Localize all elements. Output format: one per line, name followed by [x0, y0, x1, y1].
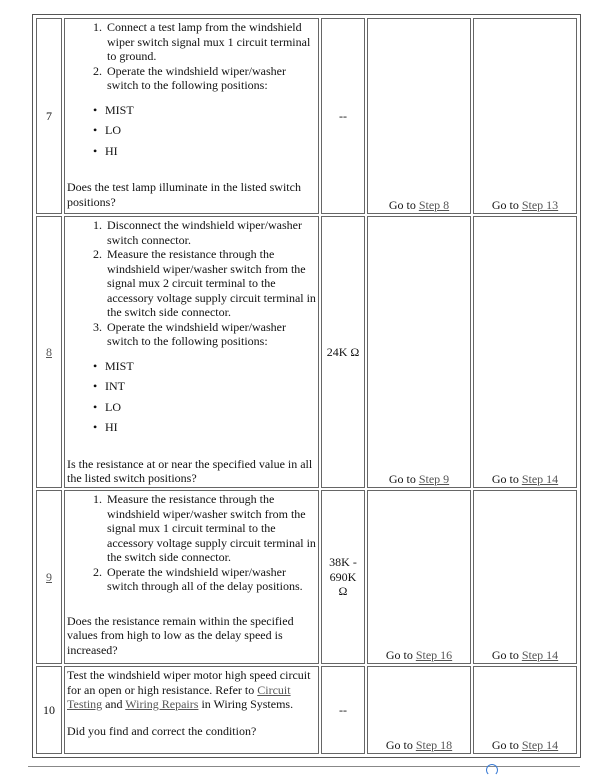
- action-cell: [64, 666, 319, 754]
- position-item: • LO: [105, 123, 316, 138]
- action-list: [67, 20, 316, 93]
- position-item: • LO: [105, 400, 316, 415]
- yes-cell: Go to Step 16: [367, 490, 471, 664]
- action-item: 2. Operate the windshield wiper/washer switch to the following positions:: [105, 64, 316, 93]
- position-item: • HI: [105, 420, 316, 435]
- value-cell: 38K - 690K Ω: [321, 490, 365, 664]
- position-item: • INT: [105, 379, 316, 394]
- action-item: 1. Disconnect the windshield wiper/washer switch connector.: [105, 218, 316, 247]
- instruction-text: Test the windshield wiper motor high speed circuit for an open or high resistance. Refer to Circuit Testing and Wiring Repairs in Wiring Systems.: [67, 668, 311, 711]
- action-cell: [64, 490, 319, 664]
- table-row: [36, 216, 577, 488]
- table-row: [36, 490, 577, 664]
- yes-cell: Go to Step 9: [367, 216, 471, 488]
- yes-cell: Go to Step 18: [367, 666, 471, 754]
- no-cell: Go to Step 14: [473, 490, 577, 664]
- position-list: [67, 359, 316, 435]
- step-link[interactable]: Step 14: [521, 471, 559, 486]
- action-item: 2. Measure the resistance through the windshield wiper/washer switch from the signal mux 2 circuit terminal to the accessory voltage supply circuit terminal in the switch side connector.: [105, 247, 316, 320]
- scroll-indicator-icon[interactable]: [486, 764, 498, 776]
- question-text: Does the resistance remain within the specified values from high to low as the delay speed is increased?: [67, 613, 294, 657]
- no-cell: Go to Step 13: [473, 18, 577, 214]
- question-text: Did you find and correct the condition?: [67, 723, 257, 738]
- step-link[interactable]: Step 14: [521, 647, 559, 662]
- step-link[interactable]: Step 18: [415, 737, 453, 752]
- action-cell: [64, 18, 319, 214]
- step-link[interactable]: Step 16: [415, 647, 453, 662]
- step-number-link-cell: [36, 490, 62, 664]
- value-cell: 24K Ω: [321, 216, 365, 488]
- table-row: [36, 666, 577, 754]
- table-row: [36, 18, 577, 214]
- circuit-testing-link[interactable]: Circuit Testing: [67, 682, 291, 711]
- question-text: Is the resistance at or near the specified value in all the listed switch positions?: [67, 456, 313, 485]
- action-list: [67, 492, 316, 594]
- position-item: • MIST: [105, 103, 316, 118]
- step-number-link[interactable]: 8: [46, 344, 52, 359]
- diagnostic-table: [34, 16, 579, 756]
- step-number-link[interactable]: 9: [46, 569, 52, 584]
- action-item: 1. Measure the resistance through the windshield wiper/washer switch from the signal mux 1 circuit terminal to the accessory voltage supply circuit terminal in the switch side connector.: [105, 492, 316, 565]
- step-link[interactable]: Step 13: [521, 197, 559, 212]
- step-number-link-cell: [36, 216, 62, 488]
- action-cell: [64, 216, 319, 488]
- action-list: [67, 218, 316, 349]
- action-item: 3. Operate the windshield wiper/washer switch to the following positions:: [105, 320, 316, 349]
- diagnostic-table-frame: [32, 14, 581, 758]
- position-item: • HI: [105, 144, 316, 159]
- no-cell: Go to Step 14: [473, 666, 577, 754]
- position-item: • MIST: [105, 359, 316, 374]
- step-number: 10: [36, 666, 62, 754]
- step-number: 7: [36, 18, 62, 214]
- yes-cell: Go to Step 8: [367, 18, 471, 214]
- step-link[interactable]: Step 8: [418, 197, 450, 212]
- value-cell: --: [321, 18, 365, 214]
- step-link[interactable]: Step 9: [418, 471, 450, 486]
- question-text: Does the test lamp illuminate in the listed switch positions?: [67, 180, 301, 209]
- action-item: 2. Operate the windshield wiper/washer switch through all of the delay positions.: [105, 565, 316, 594]
- position-list: [67, 103, 316, 159]
- action-item: 1. Connect a test lamp from the windshield wiper switch signal mux 1 circuit terminal to ground.: [105, 20, 316, 64]
- wiring-repairs-link[interactable]: Wiring Repairs: [125, 697, 199, 711]
- no-cell: Go to Step 14: [473, 216, 577, 488]
- step-link[interactable]: Step 14: [521, 737, 559, 752]
- value-cell: --: [321, 666, 365, 754]
